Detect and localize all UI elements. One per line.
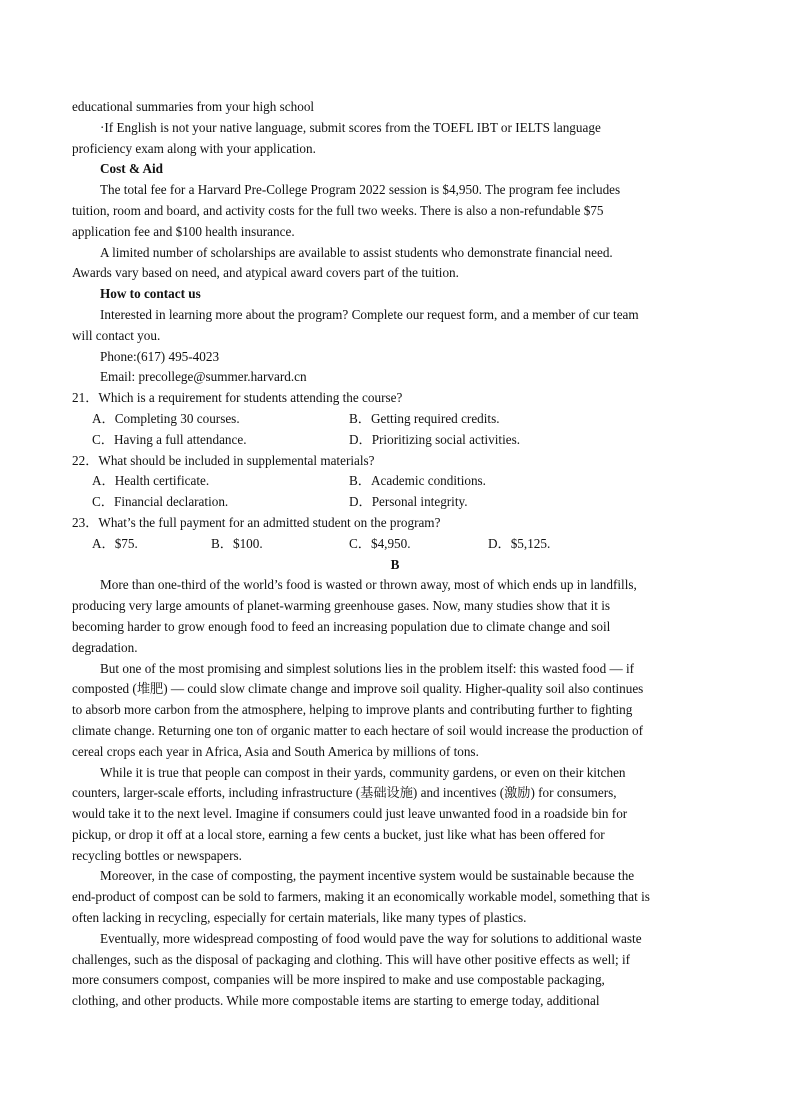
section-heading-contact: How to contact us [100, 286, 201, 302]
text-line: counters, larger-scale efforts, including infrastructure (基础设施) and incentives (激励) for consumers, [72, 785, 617, 801]
text-line: But one of the most promising and simplest solutions lies in the problem itself: this wasted food — if [100, 660, 635, 676]
text-line: More than one-third of the world’s food is wasted or thrown away, most of which ends up in landfills, [100, 577, 637, 593]
document-page [72, 97, 718, 1012]
option-d: D．Personal integrity. [349, 494, 468, 510]
text-line: Eventually, more widespread composting of food would pave the way for solutions to additional waste [100, 930, 642, 946]
question-options-row [72, 471, 718, 492]
option-a: A．Completing 30 courses. [92, 410, 240, 426]
text-line: becoming harder to grow enough food to feed an increasing population due to climate change and soil [72, 618, 611, 634]
option-b: B．$100. [211, 535, 263, 551]
text-line: climate change. Returning one ton of organic matter to each hectare of soil would increase the production of [72, 722, 644, 738]
text-line: tuition, room and board, and activity costs for the full two weeks. There is also a non-refundable $75 [72, 202, 604, 218]
question-stem: 23．What’s the full payment for an admitted student on the program? [72, 514, 441, 530]
contact-phone: Phone:(617) 495-4023 [100, 348, 220, 364]
text-line: The total fee for a Harvard Pre-College Program 2022 session is $4,950. The program fee includes [100, 182, 621, 198]
question-options-row [72, 430, 718, 451]
text-line: challenges, such as the disposal of packaging and clothing. This will have other positive effects as well; if [72, 951, 631, 967]
option-d: D．$5,125. [488, 535, 551, 551]
text-line: Moreover, in the case of composting, the payment incentive system would be sustainable because the [100, 868, 635, 884]
option-a: A．$75. [92, 535, 138, 551]
text-line: ·If English is not your native language, submit scores from the TOEFL IBT or IELTS language [100, 119, 601, 135]
text-line: application fee and $100 health insurance. [72, 223, 295, 239]
text-line: often lacking in recycling, especially for certain materials, like many types of plastics. [72, 910, 527, 926]
option-c: C．$4,950. [349, 535, 411, 551]
question-options-row [72, 534, 718, 555]
text-line: composted (堆肥) — could slow climate change and improve soil quality. Higher-quality soil also continues [72, 681, 644, 697]
option-a: A．Health certificate. [92, 473, 210, 489]
text-line: cereal crops each year in Africa, Asia and South America by millions of tons. [72, 743, 479, 759]
option-b: B．Getting required credits. [349, 410, 500, 426]
text-line: Interested in learning more about the program? Complete our request form, and a member of cur team [100, 306, 639, 322]
text-line: to absorb more carbon from the atmosphere, helping to improve plants and contributing further to fighting [72, 702, 633, 718]
text-line: degradation. [72, 639, 138, 655]
option-c: C．Financial declaration. [92, 494, 229, 510]
question-options-row [72, 409, 718, 430]
section-heading-b: B [390, 556, 400, 572]
option-b: B．Academic conditions. [349, 473, 486, 489]
text-line: educational summaries from your high school [72, 99, 315, 114]
question-stem: 22．What should be included in supplemental materials? [72, 452, 375, 468]
text-line: A limited number of scholarships are available to assist students who demonstrate financial need. [100, 244, 613, 260]
text-line: recycling bottles or newspapers. [72, 847, 242, 863]
text-line: producing very large amounts of planet-warming greenhouse gases. Now, many studies show that it is [72, 598, 611, 614]
text-line: more consumers compost, companies will be more inspired to make and use compostable packaging, [72, 972, 605, 988]
question-options-row [72, 492, 718, 513]
option-c: C．Having a full attendance. [92, 431, 247, 447]
text-line: clothing, and other products. While more compostable items are starting to emerge today, additional [72, 993, 600, 1009]
option-d: D．Prioritizing social activities. [349, 431, 521, 447]
text-line: would take it to the next level. Imagine if consumers could just leave unwanted food in a roadside bin for [72, 806, 628, 822]
text-line: proficiency exam along with your application. [72, 140, 316, 156]
section-heading-cost: Cost & Aid [100, 161, 164, 177]
text-line: Awards vary based on need, and atypical award covers part of the tuition. [72, 265, 459, 281]
question-stem: 21．Which is a requirement for students attending the course? [72, 390, 403, 406]
text-line: While it is true that people can compost in their yards, community gardens, or even on their kitchen [100, 764, 626, 780]
contact-email: Email: precollege@summer.harvard.cn [100, 369, 307, 385]
text-line: pickup, or drop it off at a local store, earning a few cents a bucket, just like what has been offered for [72, 826, 605, 842]
text-line: will contact you. [72, 327, 161, 343]
text-line: end-product of compost can be sold to farmers, making it an economically workable model, something that is [72, 889, 650, 905]
